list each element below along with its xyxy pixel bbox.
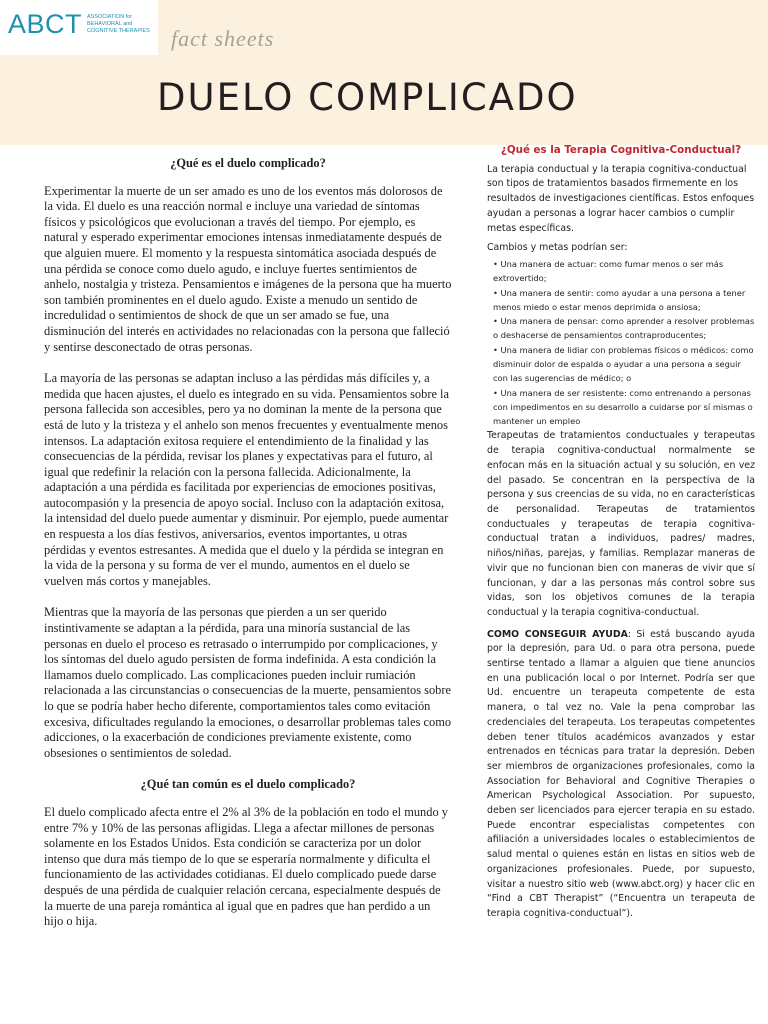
right-column <box>487 143 755 922</box>
page-title: DUELO COMPLICADO <box>157 76 578 119</box>
abct-logo <box>0 0 158 55</box>
goals-list <box>487 257 755 429</box>
series-label: fact sheets <box>171 26 275 51</box>
section-heading: ¿Qué tan común es el duelo complicado? <box>140 777 356 792</box>
logo-letters: ABCT <box>8 9 83 39</box>
header-band <box>0 0 768 145</box>
help-label: COMO CONSEGUIR AYUDA <box>487 628 628 640</box>
paragraph: Experimentar la muerte de un ser amado es uno de los eventos más dolorosos de la vida. El duelo es una reacción normal e incluye una variedad de síntomas físicos y psicológicos que evolucionan a través del tiempo. Por ejemplo, es natural y esperado experimentar emociones intensas inmediatamente después de que alguien muere. El momento y la respuesta sintomática asociada después de una pérdida se conoce como duelo agudo, e incluye fuertes sentimientos de anhelo, nostalgia y tristeza. Pensamientos e imágenes de la persona que ha muerto son también prominentes en el duelo agudo. Existe a menudo un sentido de incredulidad o sentimientos de shock de que un ser amado se fue, una disminución del interés en actividades no relacionadas con la persona que falleció y sentirse desconectado de otras personas. <box>44 183 452 354</box>
paragraph: La terapia conductual y la terapia cognitiva-conductual son tipos de tratamientos basados firmemente en los resultados de investigaciones científicas. Estos enfoques ayudan a personas a lograr hacer cambios o cumplir metas específicas. <box>487 163 755 234</box>
paragraph: Mientras que la mayoría de las personas que pierden a un ser querido instintivamente se adaptan a la pérdida, para una minoría sustancial de las personas en duelo el proceso es retrasado o interrumpido por complicaciones, y los síntomas del duelo agudo persisten de forma indefinida. A esta condición la llamamos duelo complicado. Las complicaciones pueden incluir rumiación relacionada a las circunstancias o consecuencias de la muerte, pensamientos sobre lo que se podría haber hecho diferente, comportamientos tales como evitación excesiva, dificultades regulando la emociones, o desarrollar problemas tales como adicciones, o la exacerbación de condiciones previamente existente, como obsesiones o sentimientos de soledad. <box>44 605 452 760</box>
sidebar-heading: ¿Qué es la Terapia Cognitiva-Conductual? <box>500 144 742 156</box>
list-item: • Una manera de pensar: como aprender a resolver problemas o deshacerse de pensamientos contraproducentes; <box>493 316 755 341</box>
list-item: • Una manera de actuar: como fumar menos o ser más extrovertido; <box>493 258 724 284</box>
logo-sub-line: ASSOCIATION for <box>87 14 133 20</box>
list-item: • Una manera de ser resistente: como entrenando a personas con impedimentos en su desarrollo a cuidarse por sí mismas o mantener un empleo <box>493 387 753 427</box>
left-column <box>44 156 452 946</box>
logo-subtitle <box>87 14 157 35</box>
paragraph: Terapeutas de tratamientos conductuales y terapeutas de terapia cognitiva-conductual normalmente se enfocan más en la situación actual y su solución, en vez del pasado. Se concentran en la perspectiva de la persona y sus creencias de su vida, no en características de personalidad. Terapeutas de tratamientos conductuales y terapeutas de terapia cognitiva-conductual tratan a individuos, padres/ madres, niños/niñas, parejas, y familias. Remplazar maneras de vivir que no funcionan bien con maneras de vivir que sí funcionan, y dar a las personas más control sobre sus vidas, son los objetivos comunes de la terapia conductual y la terapia cognitiva-conductual. <box>487 430 755 618</box>
logo-sub-line: BEHAVIORAL and <box>87 21 133 27</box>
help-paragraph <box>487 628 755 922</box>
list-item: • Una manera de lidiar con problemas físicos o médicos: como disminuir dolor de espalda o ayudar a una persona a seguir con las sugerencias de médico; o <box>493 344 754 384</box>
paragraph: La mayoría de las personas se adaptan incluso a las pérdidas más difíciles y, a medida que hacen ajustes, el duelo es integrado en su vida. Pensamientos sobre la persona fallecida son accesibles, pero ya no dominan la mente de la persona que está de luto y la tristeza y el anhelo son menos frecuentes y eventualmente menos intensos. La adaptación exitosa requiere el entendimiento de la finalidad y las consecuencias de la pérdida, revisar los planes y expectativas para el futuro, al igual que redefinir la relación con la persona fallecida. Adicionalmente, la adaptación a una pérdida es facilitada por experiencias de emociones positivas, autocompasión y la presencia de apoyo social. Incluso con la adaptación exitosa, la intensidad del duelo puede aumentar y disminuir. Por ejemplo, puede aumentar en respuesta a los días festivos, aniversarios, eventos importantes, u otras pérdidas y eventos estresantes. A medida que el duelo y la pérdida se integran en la vida de la persona y su forma de ver el mundo, aumentos en el duelo se vuelven más cortos y manejables. <box>44 371 449 588</box>
help-text: : Si está buscando ayuda por la depresión, para Ud. o para otra persona, puede sentirse tentado a llamar a alguien que tiene anuncios en una publicación local o por Internet. Podría ser que Ud. encuentre un terapeuta competente de esta manera, o tal vez no. Vale la pena comprobar las credenciales del terapeuta. Los terapeutas competentes deben tener títulos académicos avanzados y estar entrenados en técnicas para tratar la depresión. Deben ser miembros de organizaciones profesionales, como la Association for Behavioral and Cognitive Therapies o American Psychological Association. Por supuesto, deben ser licenciados para ejercer terapia en su estado. Puede encontrar especialistas competentes con afiliación a universidades locales o establecimientos de salud mental o quienes están en listas en sitios web de organizaciones profesionales. Puede, por supuesto, visitar a nuestro sitio web (www.abct.org) y hacer clic en “Find a CBT Therapist” (“Encuentra un terapeuta de terapia cognitiva-conductual”). <box>487 628 756 919</box>
section-heading: ¿Qué es el duelo complicado? <box>170 156 326 170</box>
list-intro: Cambios y metas podrían ser: <box>487 242 628 254</box>
logo-sub-line: COGNITIVE THERAPIES <box>87 28 150 34</box>
paragraph: El duelo complicado afecta entre el 2% al 3% de la población en todo el mundo y entre 7% y 10% de las personas afligidas. Llega a afectar millones de personas solamente en los Estados Unidos. Esta condición se caracteriza por un dolor intenso que dura más tiempo de lo que se esperaría normalmente y dificulta el funcionamiento de las actividades cotidianas. El duelo complicado puede darse después de una pérdida de cualquier relación cercana, especialmente después de la muerte de una pareja romántica al igual que en padres que han perdido a un hijo o hija. <box>44 804 448 929</box>
list-item: • Una manera de sentir: como ayudar a una persona a tener menos miedo o estar menos deprimida o ansiosa; <box>493 287 746 312</box>
